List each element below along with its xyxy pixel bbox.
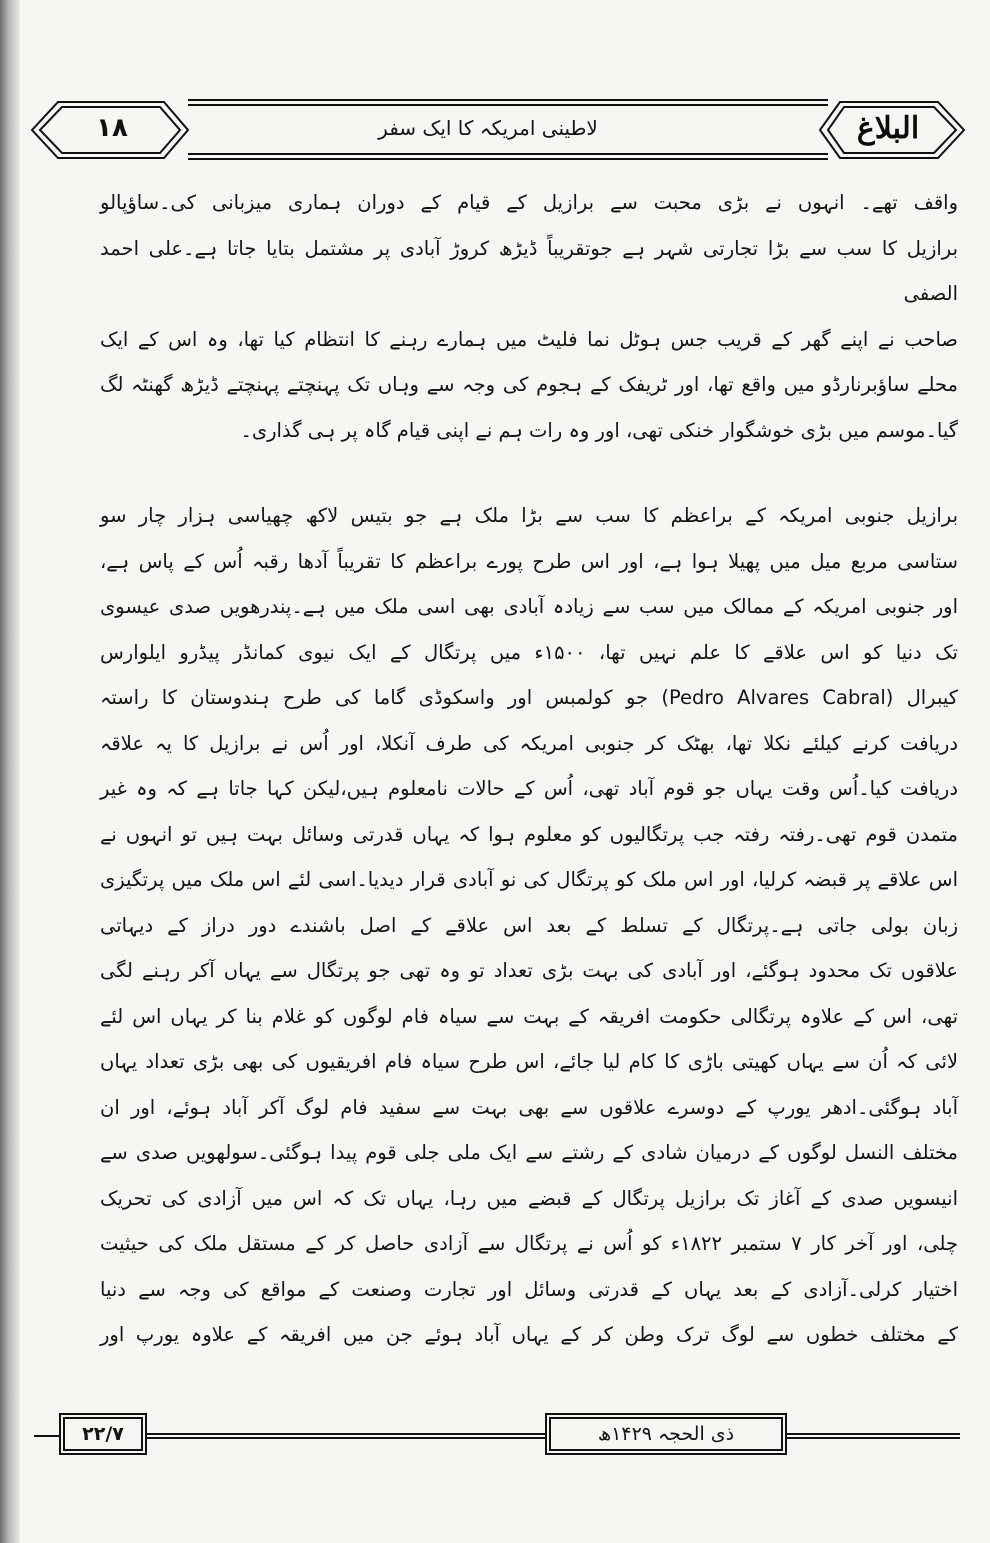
text-line: متمدن قوم تھی۔رفتہ رفتہ جب پرتگالیوں کو معلوم ہوا کہ یہاں قدرتی وسائل بہت ہیں تو انہوں نے: [100, 822, 958, 846]
text-line: برازیل کا سب سے بڑا تجارتی شہر ہے جوتقریباً ڈیڑھ کروڑ آبادی پر مشتمل بتایا جاتا ہے۔علی احمد الصفی: [100, 236, 958, 305]
paragraph-1: [100, 180, 958, 453]
page-header: [28, 96, 972, 166]
text-line: صاحب نے اپنے گھر کے قریب جس ہوٹل نما فلیٹ میں ہمارے رہنے کا انتظام کیا تھا، وہ اس کے ایک: [100, 327, 958, 351]
text-line: دریافت کیا۔اُس وقت یہاں جو قوم آباد تھی، اُس کے حالات نامعلوم ہیں،لیکن کہا جاتا ہے کہ وہ غیر: [100, 777, 958, 800]
text-line: اس علاقے پر قبضہ کرلیا، اور اس ملک کو پرتگال کی نو آبادی قرار دیدیا۔اسی لئے اس ملک میں پرتگیزی: [100, 868, 958, 891]
text-line: دریافت کرنے کیلئے نکلا تھا، بھٹک کر جنوبی امریکہ کی طرف آنکلا، اور اُس نے برازیل کا یہ علاقہ: [100, 731, 958, 755]
magazine-logo: البلاغ: [856, 110, 920, 146]
page-footer: [20, 1412, 970, 1462]
text-line: آباد ہوگئی۔ادھر یورپ کے دوسرے علاقوں سے بھی بہت سے سفید فام لوگ آکر آباد ہوئے، اور ان: [100, 1095, 958, 1119]
text-segment: ) جو کولمبس اور واسکوڈی گاما کی طرح ہندوستان کا راستہ: [100, 686, 669, 709]
issue-folio: ۲۲/۷: [82, 1423, 124, 1445]
text-line: چلی، اور آخر کار ۷ ستمبر ۱۸۲۲ء کو اُس نے پرتگال سے آزادی حاصل کر کے مستقل ملک کی حیثیت: [100, 1232, 958, 1255]
article-body: [100, 180, 958, 1358]
text-line: کے مختلف خطوں سے لوگ ترک وطن کر کے یہاں آباد ہوئے جن میں افریقہ کے علاوہ یورپ اور: [100, 1323, 958, 1346]
text-segment: کیبرال (: [885, 686, 958, 709]
issue-date: ذی الحجہ ۱۴۲۹ھ: [597, 1423, 735, 1445]
text-line: گیا۔موسم میں بڑی خوشگوار خنکی تھی، اور وہ رات ہم نے اپنی قیام گاہ پر ہی گذاری۔: [240, 418, 958, 442]
footer-frame-ornament: [20, 1412, 970, 1462]
text-line: انیسویں صدی کے آغاز تک برازیل پرتگال کے قبضے میں رہا، یہاں تک کہ اس میں آزادی کی تحریک: [100, 1186, 958, 1210]
text-line: ستاسی مربع میل میں پھیلا ہوا ہے، اور اس طرح پورے براعظم کا تقریباً آدھا رقبہ اُس کے پاس ہے،: [100, 549, 958, 573]
text-line: برازیل جنوبی امریکہ کے براعظم کا سب سے بڑا ملک ہے جو بتیس لاکھ چھیاسی ہزار چار سو: [100, 504, 958, 527]
text-line: مختلف النسل لوگوں کے درمیان شادی کے رشتے سے ایک ملی جلی قوم پیدا ہوگئی۔سولھویں صدی سے: [100, 1141, 958, 1164]
text-line: زبان بولی جاتی ہے۔پرتگال کے تسلط کے بعد اس علاقے کے اصل باشندے دور دراز کے دیہاتی: [100, 913, 958, 937]
text-line: علاقوں تک محدود ہوگئے، اور آبادی کی بہت بڑی تعداد تو وہ تھی جو پرتگال سے یہاں آکر رہنے لگی: [100, 959, 958, 982]
paragraph-gap: [100, 453, 958, 493]
text-line-cabral: [100, 675, 958, 721]
text-line: اور جنوبی امریکہ کے ممالک میں سب سے زیادہ آبادی بھی اسی ملک میں ہے۔پندرھویں صدی عیسوی: [100, 595, 958, 618]
text-line: تھی، اس کے علاوہ پرتگالی حکومت افریقہ کے بہت سے سیاہ فام لوگوں کو غلام بنا کر یہاں اس لئے: [100, 1004, 958, 1028]
paragraph-2: [100, 493, 958, 1358]
text-line: واقف تھے۔ انہوں نے بڑی محبت سے برازیل کے قیام کے دوران ہماری میزبانی کی۔ساؤپالو: [100, 191, 958, 214]
text-line: اختیار کرلی۔آزادی کے بعد یہاں کے قدرتی وسائل اور تجارت وصنعت کے مواقع کی وجہ سے دنیا: [100, 1277, 958, 1301]
text-line: تک دنیا کو اس علاقے کا علم نہیں تھا، ۱۵۰۰ء میں پرتگال کے ایک نیوی کمانڈر پیڈرو ایلوارس: [100, 640, 958, 664]
text-line: محلے ساؤبرنارڈو میں واقع تھا، اور ٹریفک کے ہجوم کی وجہ سے وہاں تک پہنچتے پہنچتے ڈیڑھ گھنٹہ لگ: [100, 373, 958, 396]
running-title: لاطینی امریکہ کا ایک سفر: [378, 116, 598, 140]
latin-name: Pedro Alvares Cabral: [668, 686, 886, 709]
book-binding-shadow: [0, 0, 20, 1543]
page-number: ۱۸: [96, 113, 128, 143]
text-line: لائی کہ اُن سے یہاں کھیتی باڑی کا کام لیا جائے، اس طرح سیاہ فام افریقیوں کی بھی بڑی تعداد یہاں: [100, 1050, 958, 1073]
